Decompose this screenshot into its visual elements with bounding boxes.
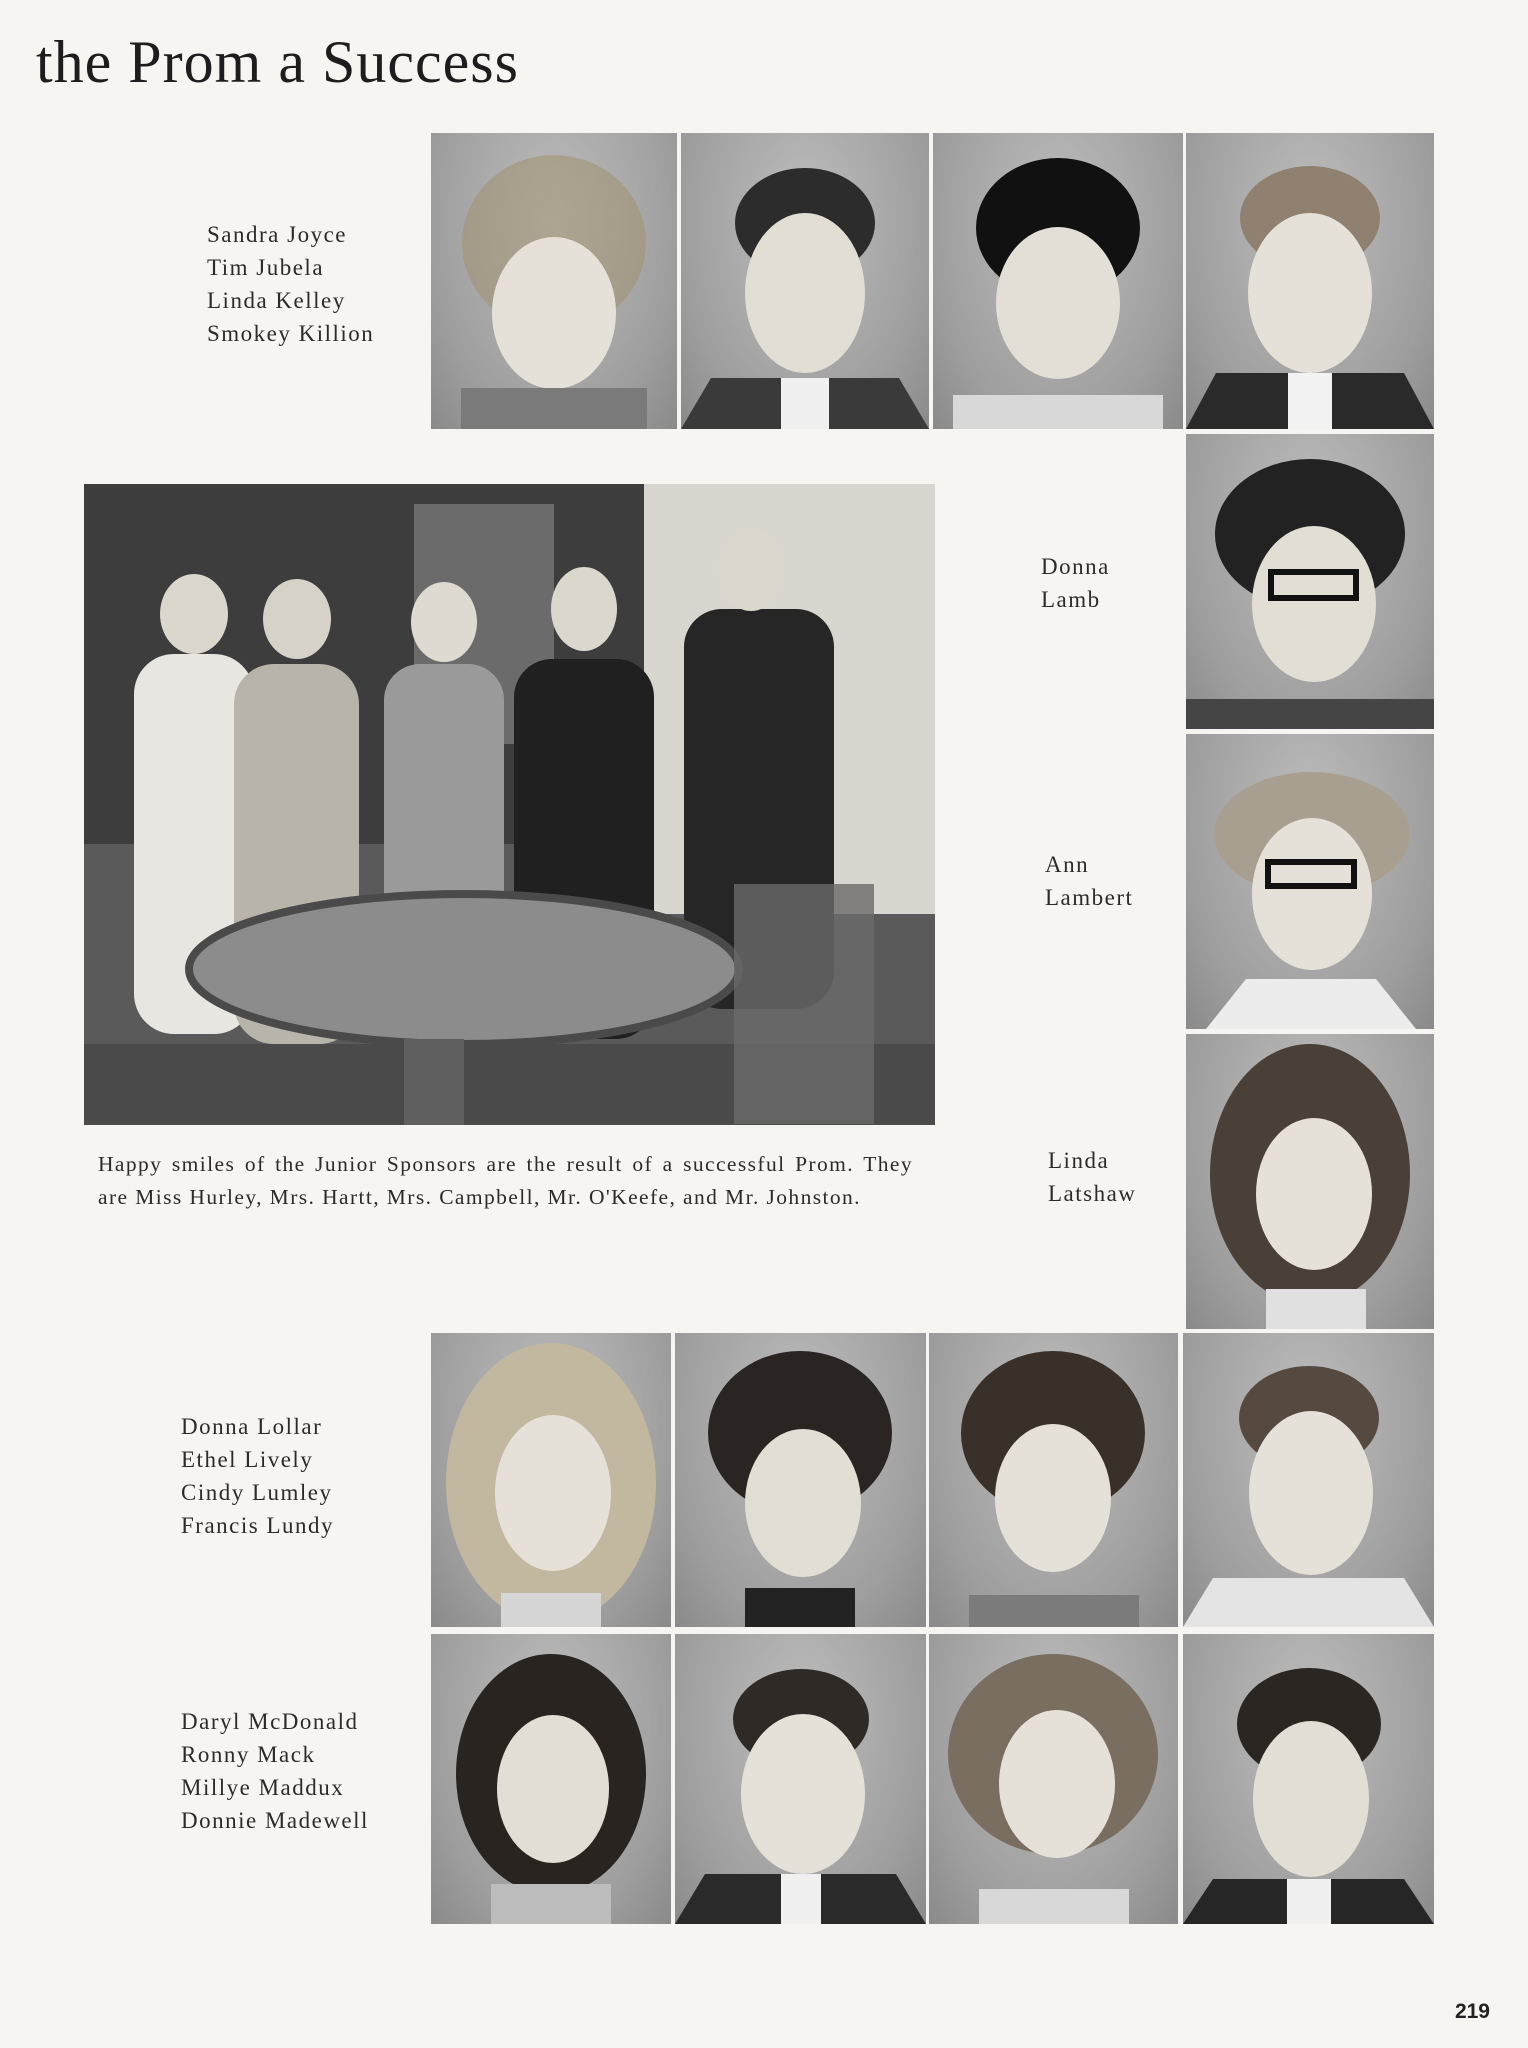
student-name: Cindy Lumley [181, 1480, 333, 1505]
student-first-name: Ann [1045, 852, 1090, 877]
portrait-photo [1186, 1034, 1434, 1329]
page-headline: the Prom a Success [36, 29, 519, 95]
group-photo-caption: Happy smiles of the Junior Sponsors are the result of a successful Prom. They are Miss Hurley, Mrs. Hartt, Mrs. Campbell, Mr. O'Keefe, and Mr. Johnston. [98, 1152, 913, 1209]
student-name: Smokey Killion [207, 321, 375, 346]
side-name-2 [1045, 848, 1133, 914]
student-name: Millye Maddux [181, 1775, 345, 1800]
page-number: 219 [1454, 2000, 1490, 2023]
student-name: Ronny Mack [181, 1742, 316, 1767]
side-name-1 [1041, 550, 1110, 616]
student-last-name: Latshaw [1048, 1181, 1137, 1206]
student-name: Daryl McDonald [181, 1709, 359, 1734]
student-name: Donnie Madewell [181, 1808, 369, 1833]
student-name: Tim Jubela [207, 255, 325, 280]
portrait-photo [675, 1634, 926, 1924]
portrait-photo [1183, 1333, 1434, 1627]
student-name: Ethel Lively [181, 1447, 314, 1472]
portrait-photo [675, 1333, 926, 1627]
top-row-names [207, 218, 374, 350]
portrait-photo [431, 1333, 671, 1627]
student-name: Sandra Joyce [207, 222, 347, 247]
portrait-photo [929, 1333, 1178, 1627]
portrait-photo [431, 133, 677, 429]
group-photo [84, 484, 935, 1125]
portrait-photo [933, 133, 1183, 429]
side-name-3 [1048, 1144, 1136, 1210]
portrait-photo [1186, 734, 1434, 1029]
student-first-name: Donna [1041, 554, 1110, 579]
student-last-name: Lambert [1045, 885, 1134, 910]
portrait-photo [1186, 133, 1434, 429]
student-name: Donna Lollar [181, 1414, 323, 1439]
portrait-photo [681, 133, 929, 429]
portrait-photo [929, 1634, 1178, 1924]
student-name: Linda Kelley [207, 288, 346, 313]
row3-names [181, 1410, 334, 1542]
portrait-photo [431, 1634, 671, 1924]
student-name: Francis Lundy [181, 1513, 335, 1538]
student-last-name: Lamb [1041, 587, 1101, 612]
portrait-photo [1183, 1634, 1434, 1924]
portrait-photo [1186, 434, 1434, 729]
student-first-name: Linda [1048, 1148, 1110, 1173]
row4-names [181, 1705, 369, 1837]
